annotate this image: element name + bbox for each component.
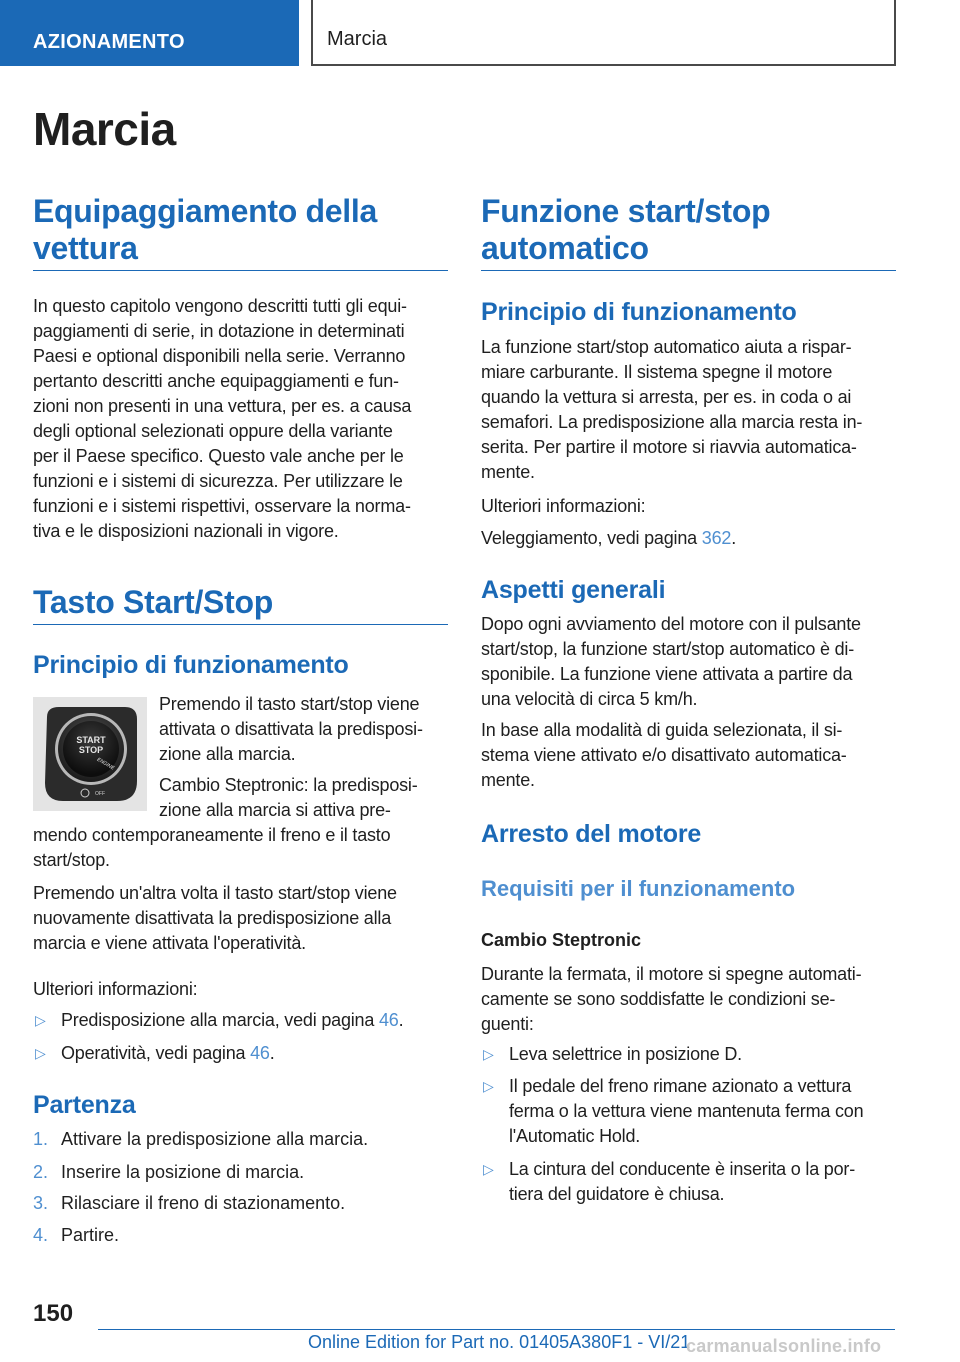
text-line: Dopo ogni avviamento del motore con il pulsante: [481, 614, 861, 634]
triangle-bullet-icon: ▷: [483, 1046, 494, 1062]
text-line: sponibile. La funzione viene attivata a partire da: [481, 664, 853, 684]
triangle-bullet-icon: ▷: [483, 1078, 494, 1094]
triangle-bullet-icon: ▷: [35, 1012, 46, 1028]
triangle-bullet-icon: ▷: [35, 1045, 46, 1061]
page-link[interactable]: 46: [378, 1010, 399, 1030]
chapter-title: Marcia: [327, 28, 388, 50]
text-line: In questo capitolo vengono descritti tutti gli equi-: [33, 296, 407, 316]
chapter-header: [311, 0, 896, 66]
reference-item: [33, 1008, 448, 1033]
reference-suffix: .: [269, 1043, 275, 1063]
general-heading: Aspetti generali: [481, 576, 666, 604]
text-line: La cintura del conducente è inserita o la por-: [509, 1159, 856, 1179]
heading-rule: [33, 270, 448, 271]
general-paragraph-a: [481, 612, 896, 712]
start-stop-button-image: [33, 697, 147, 811]
step-number: 1.: [33, 1129, 49, 1149]
auto-start-stop-heading: [481, 193, 896, 267]
principle-paragraph-b: [159, 773, 459, 823]
heading-line: Funzione start/stop: [481, 193, 771, 229]
triangle-bullet-icon: ▷: [483, 1161, 494, 1177]
more-info-label: Ulteriori informazioni:: [33, 979, 198, 999]
principle-paragraph-a: [159, 692, 459, 767]
text-line: pertanto descritti anche equipaggiamenti e fun-: [33, 371, 399, 391]
text-line: zione alla marcia si attiva pre-: [159, 800, 391, 820]
text-line: Il pedale del freno rimane azionato a vettura: [509, 1076, 852, 1096]
step-text: Attivare la predisposizione alla marcia.: [61, 1129, 369, 1149]
step-item: [33, 1191, 448, 1216]
principle-paragraph-d: [33, 881, 448, 956]
requirements-heading: Requisiti per il funzionamento: [481, 876, 796, 901]
equipment-heading-line: Equipaggiamento della: [33, 193, 377, 229]
steptronic-heading: Cambio Steptronic: [481, 930, 642, 950]
text-line: zione alla marcia.: [159, 744, 296, 764]
heading-line: automatico: [481, 230, 649, 266]
text-line: La funzione start/stop automatico aiuta a rispar-: [481, 337, 852, 357]
step-text: Inserire la posizione di marcia.: [61, 1162, 305, 1182]
text-line: funzioni e i sistemi rispettivi, osservare la norma-: [33, 496, 411, 516]
text-line: Premendo il tasto start/stop viene: [159, 694, 420, 714]
edition-text: Online Edition for Part no. 01405A380F1 - VI/21: [308, 1332, 691, 1352]
text-line: Leva selettrice in posizione D.: [509, 1044, 742, 1064]
text-line: semafori. La predisposizione alla marcia resta in-: [481, 412, 863, 432]
condition-item: [481, 1074, 896, 1149]
button-label: OFF: [95, 791, 105, 797]
button-label: STOP: [78, 745, 104, 755]
step-item: [33, 1160, 448, 1185]
text-line: Durante la fermata, il motore si spegne automati-: [481, 964, 862, 984]
button-label: ENGINE: [95, 756, 116, 772]
departure-heading: Partenza: [33, 1091, 136, 1119]
page-title: Marcia: [33, 103, 176, 155]
heading-rule: [481, 270, 896, 271]
equipment-heading-line: vettura: [33, 230, 138, 266]
step-text: Rilasciare il freno di stazionamento.: [61, 1193, 346, 1213]
reference-suffix: .: [731, 528, 737, 548]
text-line: degli optional selezionati oppure della variante: [33, 421, 393, 441]
text-line: Paesi e optional disponibili nella serie. Verranno: [33, 346, 406, 366]
text-line: paggiamenti di serie, in dotazione in determinati: [33, 321, 405, 341]
text-line: miare carburante. Il sistema spegne il motore: [481, 362, 833, 382]
section-tab: AZIONAMENTO: [0, 0, 299, 66]
more-info-label: Ulteriori informazioni:: [481, 496, 646, 516]
equipment-heading: [33, 193, 448, 267]
reference-item: [33, 1041, 448, 1066]
step-item: [33, 1127, 448, 1152]
text-line: ferma o la vettura viene mantenuta ferma con: [509, 1101, 864, 1121]
step-item: [33, 1223, 448, 1248]
engine-stop-heading: Arresto del motore: [481, 820, 702, 848]
principle-heading-left: Principio di funzionamento: [33, 651, 349, 679]
general-paragraph-b: [481, 718, 896, 793]
text-line: guenti:: [481, 1014, 534, 1034]
text-line: attivata o disattivata la predisposi-: [159, 719, 423, 739]
button-label: START: [76, 735, 106, 745]
text-line: start/stop, la funzione start/stop automatico è di-: [481, 639, 854, 659]
page-link[interactable]: 362: [701, 528, 732, 548]
reference-line: [481, 526, 896, 551]
principle-paragraph-right: [481, 335, 896, 485]
text-line: mendo contemporaneamente il freno e il tasto: [33, 825, 391, 845]
start-stop-button-heading: Tasto Start/Stop: [33, 584, 273, 620]
condition-item: [481, 1157, 896, 1207]
text-line: tiva e le disposizioni nazionali in vigore.: [33, 521, 339, 541]
text-line: camente se sono soddisfatte le condizioni se-: [481, 989, 836, 1009]
heading-rule: [33, 624, 448, 625]
step-number: 3.: [33, 1193, 49, 1213]
text-line: In base alla modalità di guida selezionata, il si-: [481, 720, 843, 740]
text-line: start/stop.: [33, 850, 110, 870]
text-line: per il Paese specifico. Questo vale anche per le: [33, 446, 404, 466]
principle-heading-right: Principio di funzionamento: [481, 298, 797, 326]
text-line: tiera del guidatore è chiusa.: [509, 1184, 725, 1204]
reference-suffix: .: [398, 1010, 404, 1030]
principle-paragraph-c: [33, 823, 448, 873]
step-number: 2.: [33, 1162, 49, 1182]
start-stop-button-illustration: [33, 697, 147, 811]
steptronic-paragraph: [481, 962, 896, 1037]
text-line: quando la vettura si arresta, per es. in coda o ai: [481, 387, 852, 407]
text-line: funzioni e i sistemi di sicurezza. Per utilizzare le: [33, 471, 403, 491]
text-line: nuovamente disattivata la predisposizione alla: [33, 908, 392, 928]
text-line: serita. Per partire il motore si riavvia automatica-: [481, 437, 857, 457]
reference-text: Veleggiamento, vedi pagina: [481, 528, 702, 548]
page-number: 150: [33, 1300, 74, 1327]
text-line: l'Automatic Hold.: [509, 1126, 641, 1146]
text-line: una velocità di circa 5 km/h.: [481, 689, 698, 709]
text-line: Cambio Steptronic: la predisposi-: [159, 775, 418, 795]
step-text: Partire.: [61, 1225, 120, 1245]
page-link[interactable]: 46: [250, 1043, 270, 1063]
text-line: mente.: [481, 462, 535, 482]
reference-text: Operatività, vedi pagina: [61, 1043, 251, 1063]
condition-item: [481, 1042, 896, 1067]
footer-rule: [98, 1329, 895, 1330]
text-line: mente.: [481, 770, 535, 790]
text-line: marcia e viene attivata l'operatività.: [33, 933, 306, 953]
text-line: zioni non presenti in una vettura, per es. a causa: [33, 396, 412, 416]
watermark: carmanualsonline.info: [686, 1336, 882, 1356]
reference-text: Predisposizione alla marcia, vedi pagina: [61, 1010, 379, 1030]
equipment-paragraph: [33, 294, 448, 544]
step-number: 4.: [33, 1225, 49, 1245]
text-line: stema viene attivato e/o disattivato automatica-: [481, 745, 847, 765]
text-line: Premendo un'altra volta il tasto start/stop viene: [33, 883, 397, 903]
